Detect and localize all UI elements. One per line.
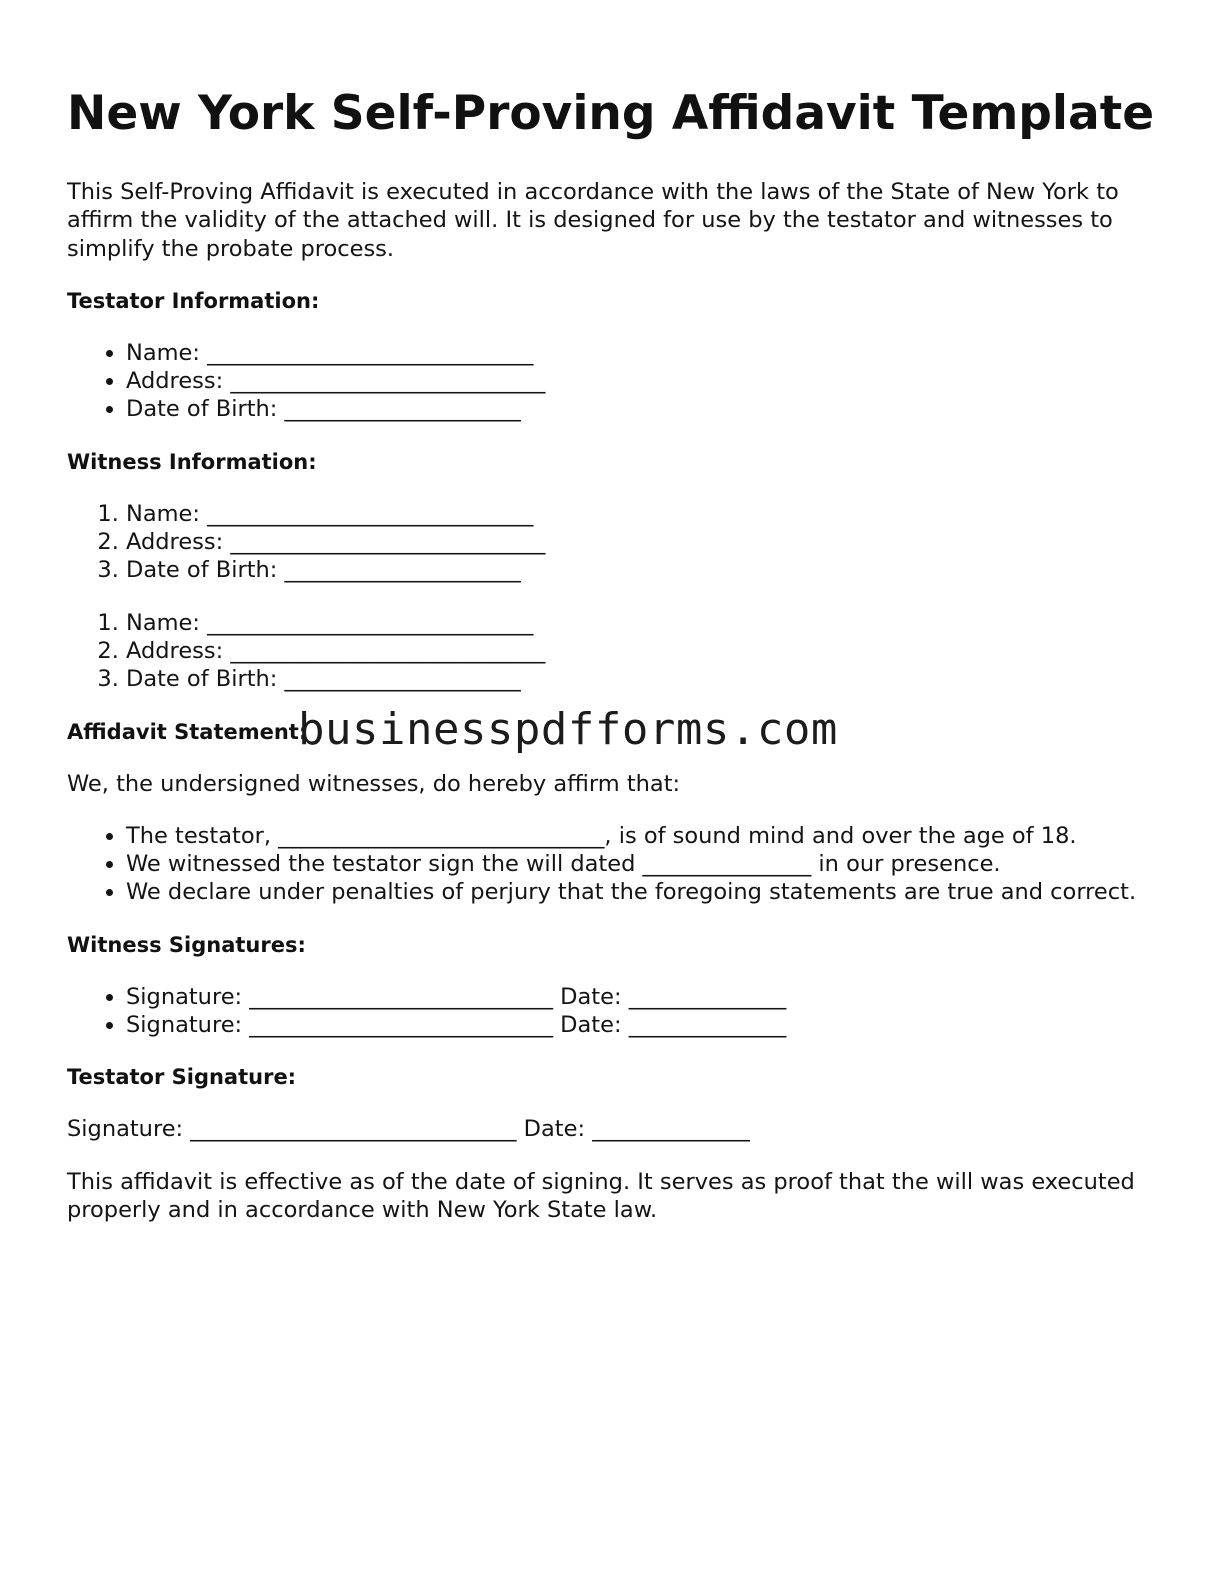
- affidavit-statements-list: [67, 822, 1167, 907]
- watermark-text: businesspdfforms.com: [298, 703, 838, 755]
- witness-2-dob-field: 3. Date of Birth: _____________________: [126, 665, 1167, 693]
- document-title: New York Self-Proving Affidavit Template: [67, 86, 1155, 141]
- testator-info-heading: Testator Information:: [67, 288, 320, 313]
- affidavit-heading-row: [67, 703, 1167, 755]
- witness-info-heading: Witness Information:: [67, 449, 317, 474]
- witness-2-list: [67, 609, 1167, 694]
- affidavit-statement-perjury: • We declare under penalties of perjury that the foregoing statements are true and correct.: [126, 878, 1167, 906]
- witness-1-name-field: 1. Name: _____________________________: [126, 500, 1167, 528]
- witness-signature-line-1: • Signature: ___________________________ Date: ______________: [126, 983, 1167, 1011]
- witness-1-address-field: 2. Address: ____________________________: [126, 528, 1167, 556]
- witness-1-list: [67, 500, 1167, 585]
- witness-2-name-field: 1. Name: _____________________________: [126, 609, 1167, 637]
- testator-signature-heading: Testator Signature:: [67, 1065, 297, 1090]
- closing-paragraph: This affidavit is effective as of the date of signing. It serves as proof that the will was executed properly and in accordance with New York State law.: [67, 1168, 1135, 1223]
- witness-signature-line-2: • Signature: ___________________________ Date: ______________: [126, 1011, 1167, 1039]
- testator-address-field: • Address: ____________________________: [126, 367, 1167, 395]
- affidavit-statement-testator: • The testator, _____________________________, is of sound mind and over the age of 18.: [126, 822, 1167, 850]
- witness-signatures-list: [67, 983, 1167, 1040]
- testator-name-field: • Name: _____________________________: [126, 339, 1167, 367]
- testator-info-list: [67, 339, 1167, 424]
- testator-dob-field: • Date of Birth: _____________________: [126, 395, 1167, 423]
- testator-signature-line: Signature: _____________________________ Date: ______________: [67, 1116, 750, 1143]
- intro-paragraph: This Self-Proving Affidavit is executed in accordance with the laws of the State of New York to affirm the validity of the attached will. It is designed for use by the testator and witnesses to simplify the probate process.: [67, 179, 1119, 262]
- witness-signatures-heading: Witness Signatures:: [67, 932, 306, 957]
- witness-2-address-field: 2. Address: ____________________________: [126, 637, 1167, 665]
- affidavit-statement-witnessed: • We witnessed the testator sign the will dated _______________ in our presence.: [126, 850, 1167, 878]
- document-page: [67, 86, 1167, 1224]
- witness-1-dob-field: 3. Date of Birth: _____________________: [126, 556, 1167, 584]
- affidavit-intro: We, the undersigned witnesses, do hereby affirm that:: [67, 770, 681, 797]
- affidavit-heading: Affidavit Statement:: [67, 719, 308, 744]
